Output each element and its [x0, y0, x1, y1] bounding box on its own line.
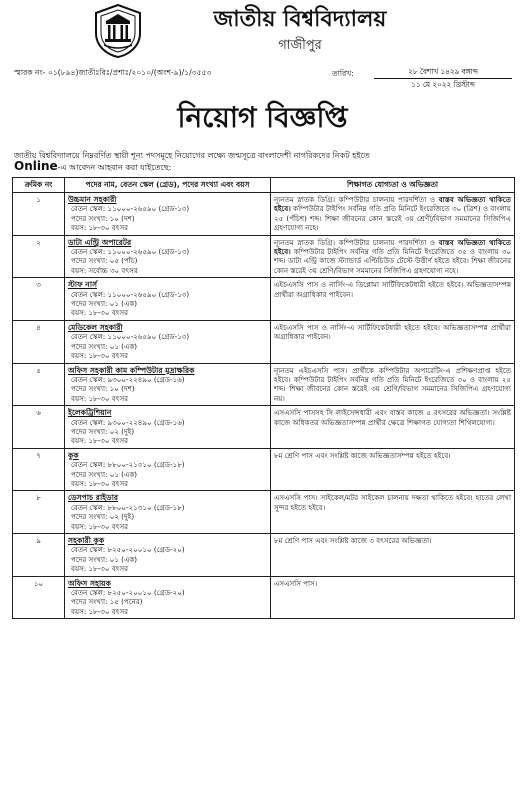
post-name: অফিস সহায়ক [68, 578, 111, 588]
requirement-text: কম্পিউটার টাইপিং সর্বনিম্ন গতি প্রতি মিনিটে ইংরেজিতে ৩৫ ও বাংলায় ৩০ শব্দ। ডাটা এন্ট্রি কাজে স্ট্যান্ডার্ড এপ্টিচিউড টেস্টে উত্তীর্ণ হইতে হইবে। শিক্ষা জীবনের কোন স্তরেই ৩য় শ্রেণি/বিভাগ সমমানের সিজিপিএ গ্রহণযোগ্য নহে। [274, 247, 511, 275]
row-requirement [271, 363, 515, 406]
row-post-cell [65, 320, 271, 363]
post-count: পদের সংখ্যা: ০২ (দুই) [71, 512, 135, 522]
post-count: পদের সংখ্যা: ০১ (এক) [71, 341, 138, 351]
university-name: জাতীয় বিশ্ববিদ্যালয় [213, 6, 387, 32]
table-row [13, 406, 515, 449]
date-english: ১১ মে ২০২২ খ্রিস্টাব্দ [411, 80, 475, 89]
post-scale: বেতন স্কেল: ৯৩০০-২২৪৯০ (গ্রেড-১৬) [71, 417, 185, 427]
header [0, 0, 525, 62]
row-post-cell [65, 448, 271, 491]
post-scale: বেতন স্কেল: ১১০০০-২৬৫৯০ (গ্রেড-১৩) [71, 332, 190, 342]
row-requirement [271, 320, 515, 363]
post-age: বয়স: ১৮-৩০ বৎসর [71, 223, 129, 233]
row-serial: ২ [13, 235, 65, 278]
row-post-cell [65, 278, 271, 321]
row-serial: ৩ [13, 278, 65, 321]
row-serial: ৪ [13, 320, 65, 363]
post-name: ডাটা এন্ট্রি অপারেটর [68, 237, 132, 247]
intro-online: Online [14, 159, 58, 173]
post-name: স্টাফ নার্স [68, 280, 98, 290]
row-post-cell [65, 193, 271, 236]
post-count: পদের সংখ্যা: ১০ (দশ) [71, 213, 135, 223]
row-serial: ৬ [13, 406, 65, 449]
row-serial: ৫ [13, 363, 65, 406]
header-post: পদের নাম, বেতন স্কেল (গ্রেড), পদের সংখ্যা এবং বয়স [65, 178, 271, 193]
post-count: পদের সংখ্যা: ০৫ (পাঁচ) [71, 256, 138, 266]
post-age: বয়স: ১৮-৩০ বৎসর [71, 308, 129, 318]
requirement-text: এইচএসসি পাস ও নার্সিং-এ ডিপ্লোমা সার্টিফিকেটধারী হইতে হইবে। অভিজ্ঞতাসম্পন্ন প্রার্থীরা অগ্রাধিকার পাইবেন। [274, 280, 511, 299]
date-box [374, 66, 512, 90]
requirement-text: ন্যূনতম স্নাতক ডিগ্রি। কম্পিউটার চালনায় পারদর্শিতা ও [274, 237, 439, 247]
row-requirement [271, 448, 515, 491]
post-age: বয়স: ১৮-৩০ বৎসর [71, 478, 129, 488]
post-name: সহকারী কুক [68, 536, 105, 545]
table-row [13, 491, 515, 534]
post-name: উচ্চমান সহকারী [68, 195, 117, 204]
intro-paragraph [14, 150, 512, 173]
post-name: ডেসপাচ রাইডার [68, 493, 119, 503]
row-requirement [271, 193, 515, 236]
row-requirement [271, 534, 515, 577]
post-scale: বেতন স্কেল: ৯৩০০-২২৪৯০ (গ্রেড-১৬) [71, 374, 185, 384]
table-row [13, 278, 515, 321]
table-row [13, 235, 515, 278]
header-requirement: শিক্ষাগত যোগ্যতা ও অভিজ্ঞতা [271, 178, 515, 193]
row-requirement [271, 235, 515, 278]
row-post-cell [65, 363, 271, 406]
post-age: বয়স: ১৮-৩০ বৎসর [71, 564, 129, 574]
row-post-cell [65, 576, 271, 619]
post-name: কুক [68, 450, 79, 460]
row-serial: ৮ [13, 491, 65, 534]
post-scale: বেতন স্কেল: ১১০০০-২৬৫৯০ (গ্রেড-১৩) [71, 204, 190, 214]
row-post-cell [65, 491, 271, 534]
date-label: তারিখ: [332, 69, 354, 78]
post-count: পদের সংখ্যা: ১৫ (পনের) [71, 597, 143, 607]
post-count: পদের সংখ্যা: ০১ (এক) [71, 469, 138, 479]
post-count: পদের সংখ্যা: ১০ (দশ) [71, 384, 135, 394]
row-requirement [271, 278, 515, 321]
row-serial: ১ [13, 193, 65, 236]
row-serial: ৭ [13, 448, 65, 491]
city-name: গাজীপুর [278, 38, 322, 53]
requirement-text: ন্যূনতম স্নাতক ডিগ্রি। কম্পিউটার চালনায় পারদর্শিতা ও [274, 195, 439, 204]
row-post-cell [65, 406, 271, 449]
table-row [13, 576, 515, 619]
table-row [13, 448, 515, 491]
intro-text-rest: -এ আবেদন আহবান করা যাইতেছে: [57, 163, 172, 172]
requirement-text: ৮ম শ্রেণি পাস এবং সংশ্লিষ্ট কাজে ৩ বৎসরের অভিজ্ঞতা। [274, 536, 432, 545]
post-age: বয়স: ১৮-৩০ বৎসর [71, 436, 129, 446]
requirement-text: এসএসসি পাসসহ সি লাইসেন্সধারী এবং বাস্তব কাজে ৫ বৎসরের অভিজ্ঞতা। সংশ্লিষ্ট কাজে অধিকতর অভিজ্ঞতাসম্পন্ন প্রার্থীর ক্ষেত্রে শিক্ষাগত যোগ্যতা শিথিলযোগ্য। [274, 408, 511, 427]
post-age: বয়স: সর্বোচ্চ ৩০ বৎসর [71, 265, 138, 275]
table-row [13, 534, 515, 577]
post-scale: বেতন স্কেল: ১১০০০-২৬৫৯০ (গ্রেড-১৩) [71, 289, 190, 299]
post-name: ইলেকট্রিশিয়ান [68, 408, 112, 418]
post-name: মেডিকেল সহকারী [68, 322, 123, 332]
date-bangla: ২৮ বৈশাখ ১৪২৯ বঙ্গাব্দ [374, 66, 512, 79]
requirement-text: এসএসসি পাস। [274, 578, 318, 588]
row-serial: ১০ [13, 576, 65, 619]
requirement-text: বাস্তব অভিজ্ঞতা থাকিতে হইবে। [274, 195, 511, 214]
post-count: পদের সংখ্যা: ০২ (দুই) [71, 426, 135, 436]
requirement-text: ন্যূনতম এইচএসসি পাস। প্রার্থীকে কম্পিউটার অপারেটিং-এ প্রশিক্ষণপ্রাপ্ত হইতে হইবে। কম্পিউটার টাইপিং সর্বনিম্ন গতি প্রতি মিনিটে ইংরেজিতে ৩০ ও বাংলায় ২৫ শব্দ। শিক্ষা জীবনের কোন স্তরেই ৩য় শ্রেণি/বিভাগ সমমানের সিজিপিএ গ্রহণযোগ্য নয়। [274, 365, 511, 403]
row-requirement [271, 576, 515, 619]
header-serial: ক্রমিক নং [13, 178, 65, 193]
post-count: পদের সংখ্যা: ০১ (এক) [71, 554, 138, 564]
memo-row [0, 64, 525, 98]
requirement-text: ৮ম শ্রেণি পাস এবং সংশ্লিষ্ট কাজে অভিজ্ঞতাসম্পন্ন হইতে হইবে। [274, 450, 451, 460]
table-body [13, 193, 515, 619]
post-age: বয়স: ১৮-৩০ বৎসর [71, 606, 129, 616]
post-scale: বেতন স্কেল: ৮৮০০-২১৩১০ (গ্রেড-১৮) [71, 460, 185, 470]
table-row [13, 320, 515, 363]
university-logo-icon [92, 3, 144, 59]
jobs-table [12, 177, 515, 619]
post-name: অফিস সহকারী কাম কম্পিউটার মুদ্রাক্ষরিক [68, 365, 195, 375]
table-row [13, 363, 515, 406]
requirement-text: বাস্তব অভিজ্ঞতা থাকিতে হইবে। [274, 237, 511, 257]
post-count: পদের সংখ্যা: ০১ (এক) [71, 299, 138, 309]
post-scale: বেতন স্কেল: ৮২৫০-২০০১০ (গ্রেড-২০) [71, 588, 185, 598]
row-requirement [271, 406, 515, 449]
row-serial: ৯ [13, 534, 65, 577]
notice-title: নিয়োগ বিজ্ঞপ্তি [177, 101, 348, 134]
row-requirement [271, 491, 515, 534]
post-age: বয়স: ১৮-৩০ বৎসর [71, 521, 129, 531]
post-scale: বেতন স্কেল: ৮২৫০-২০০১০ (গ্রেড-২০) [71, 545, 185, 555]
post-age: বয়স: ১৮-৩০ বৎসর [71, 393, 129, 403]
intro-text: জাতীয় বিশ্ববিদ্যালয়ে নিম্নবর্ণিত স্থায়ী শূন্য পদসমূহে নিয়োগের লক্ষ্যে জন্মসূত্রে বাংলাদেশী নাগরিকদের নিকট হইতে [14, 151, 370, 160]
post-scale: বেতন স্কেল: ৮৮০০-২১৩১০ (গ্রেড-১৮) [71, 502, 185, 512]
table-row [13, 193, 515, 236]
requirement-text: এসএসসি পাস। সাইকেল/মটর সাইকেল চালনায় দক্ষতা থাকিতে হইবে। হাতের লেখা সুন্দর হইতে হইবে। [274, 493, 511, 512]
post-age: বয়স: ১৮-৩০ বৎসর [71, 351, 129, 361]
table-header-row [13, 178, 515, 193]
row-post-cell [65, 235, 271, 278]
memo-reference: স্মারক নং- ০১(৮৯৪)জাতীঃবিঃ/প্রশাঃ/২০১০/(অংশ-৯)/১/৩৫৫৩ [14, 68, 212, 77]
post-scale: বেতন স্কেল: ১১০০০-২৬৫৯০ (গ্রেড-১৩) [71, 247, 190, 257]
requirement-text: এইচএসসি পাস ও নার্সিং-এ সার্টিফিকেটধারী হইতে হইবে। অভিজ্ঞতাসম্পন্ন প্রার্থীরা অগ্রাধিকার পাইবেন। [274, 322, 511, 342]
row-post-cell [65, 534, 271, 577]
requirement-text: কম্পিউটার টাইপিং সর্বনিম্ন গতি প্রতি মিনিটে ইংরেজিতে ৩০ (ত্রিশ) ও বাংলায় ২৫ (পঁচিশ) শব্দ। শিক্ষা জীবনের কোন স্তরেই ৩য় শ্রেণী/বিভাগ সমমানের সিজিপিএ গ্রহণযোগ্য নহে। [274, 204, 511, 233]
